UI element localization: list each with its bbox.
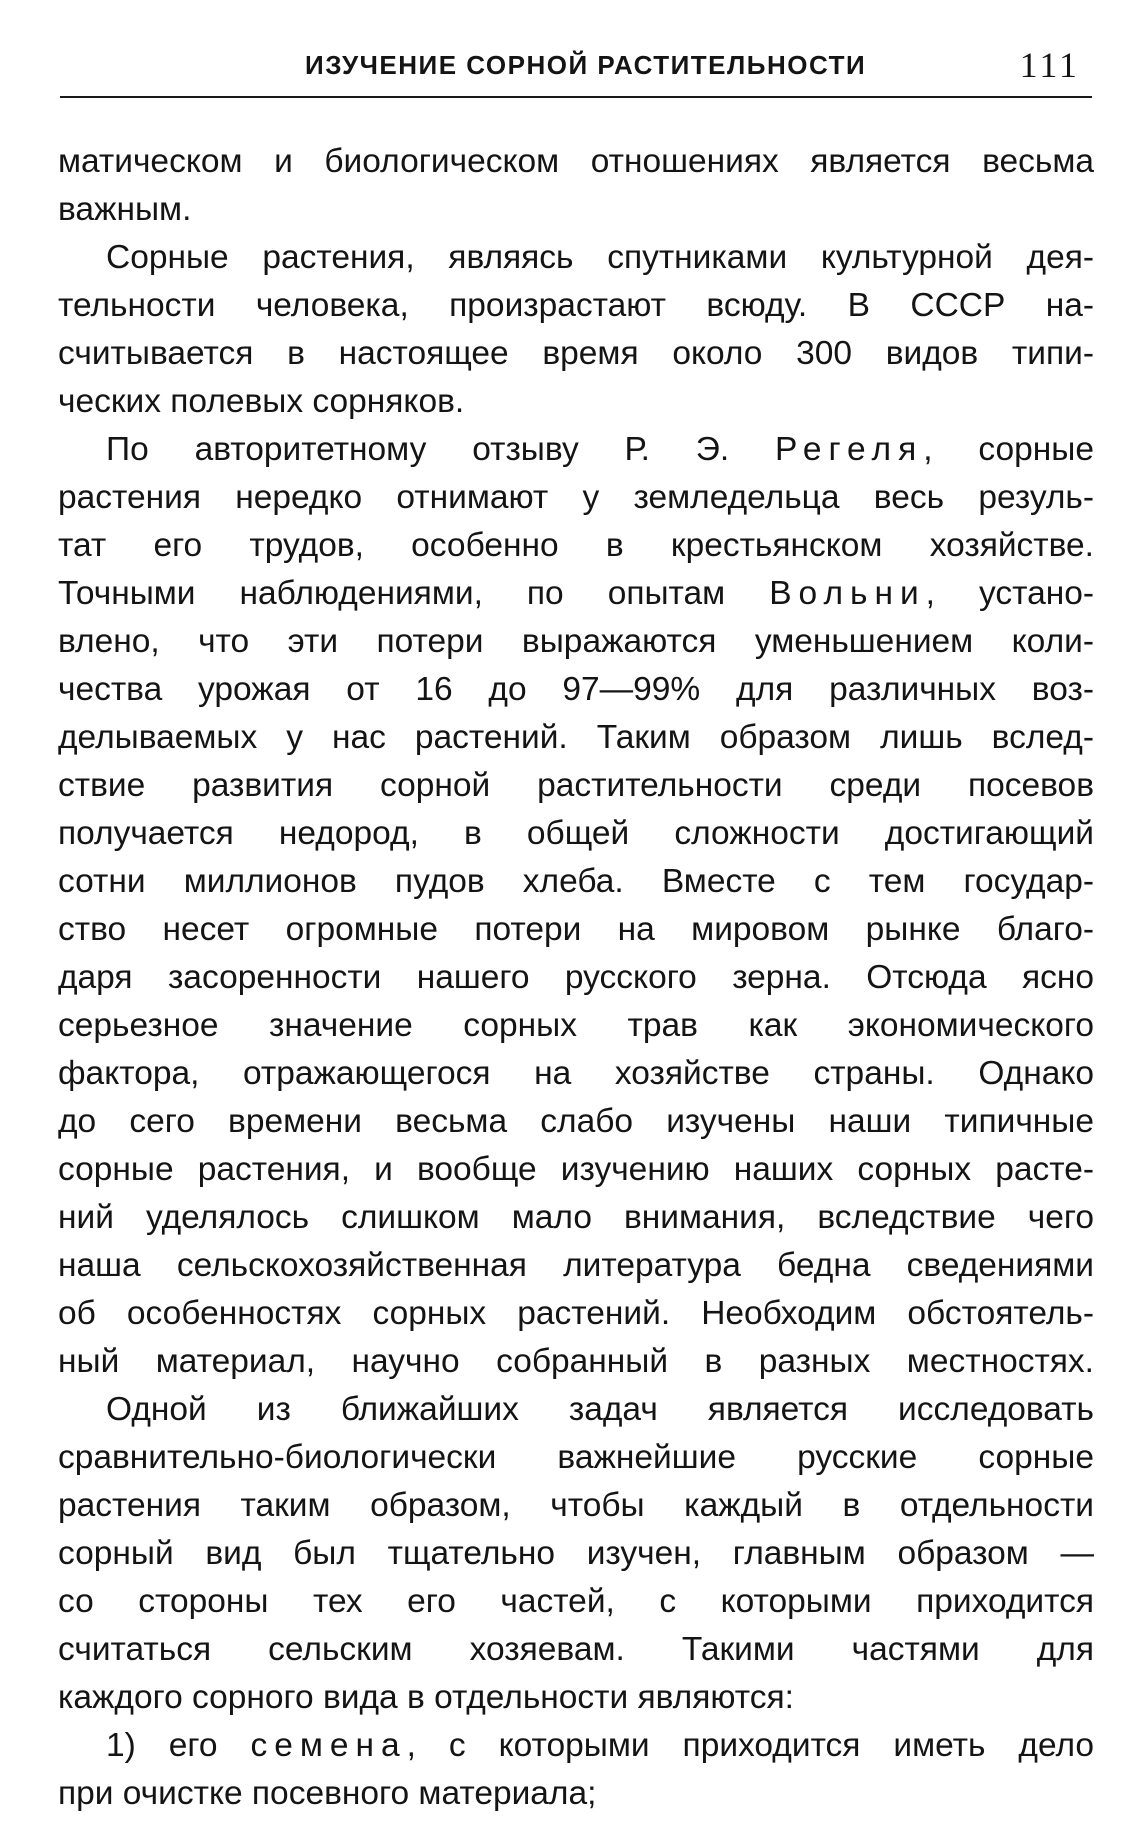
page-number: 111 <box>1019 45 1080 85</box>
text-segment: , с которыми приходится иметь дело <box>406 1727 1095 1764</box>
text-line: тат его трудов, особенно в крестьянском хозяйстве. <box>58 527 1094 564</box>
text-line: каждого сорного вида в отдельности являются: <box>58 1679 794 1716</box>
text-line: растения нередко отнимают у земледельца весь резуль- <box>58 479 1094 516</box>
paragraph-3 <box>58 426 1094 1386</box>
text-line: растения таким образом, чтобы каждый в отдельности <box>58 1487 1094 1524</box>
text-segment: По авторитетному отзыву Р. Э. <box>106 431 730 468</box>
text-line: важным. <box>58 191 192 228</box>
text-line: влено, что эти потери выражаются уменьшением коли- <box>58 623 1094 660</box>
text-line: чества урожая от 16 до 97—99% для различных воз- <box>58 671 1094 708</box>
emphasized-name: Вольни <box>769 575 926 612</box>
text-line: получается недород, в общей сложности достигающий <box>58 815 1094 852</box>
emphasized-term: семена <box>250 1727 407 1764</box>
text-line: ство несет огромные потери на мировом рынке благо- <box>58 911 1094 948</box>
text-segment: Точными наблюдениями, по опытам <box>58 575 726 612</box>
header-rule <box>60 96 1092 98</box>
text-line: до сего времени весьма слабо изучены наши типичные <box>58 1103 1094 1140</box>
text-line: наша сельскохозяйственная литература бедна сведениями <box>58 1247 1094 1284</box>
page-header <box>60 44 1080 94</box>
text-line <box>58 1722 1094 1770</box>
text-line: сорные растения, и вообще изучению наших сорных расте- <box>58 1151 1094 1188</box>
paragraph-2 <box>58 234 1094 426</box>
text-segment: 1) его <box>106 1727 218 1764</box>
text-line: со стороны тех его частей, с которыми приходится <box>58 1583 1094 1620</box>
text-line: сотни миллионов пудов хлеба. Вместе с тем государ- <box>58 863 1094 900</box>
paragraph-5 <box>58 1722 1094 1818</box>
text-line: считаться сельским хозяевам. Такими частями для <box>58 1631 1094 1668</box>
text-line: делываемых у нас растений. Таким образом лишь вслед- <box>58 719 1094 756</box>
text-line: ный материал, научно собранный в разных местностях. <box>58 1343 1094 1380</box>
text-line: Одной из ближайших задач является исследовать <box>106 1391 1094 1428</box>
text-line: ческих полевых сорняков. <box>58 383 465 420</box>
text-line <box>58 570 1094 618</box>
emphasized-name: Регеля <box>775 431 924 468</box>
text-line: тельности человека, произрастают всюду. В СССР на- <box>58 287 1094 324</box>
text-line: Сорные растения, являясь спутниками культурной дея- <box>106 239 1094 276</box>
text-line: фактора, отражающегося на хозяйстве страны. Однако <box>58 1055 1094 1092</box>
paragraph-4 <box>58 1386 1094 1722</box>
text-line: сравнительно-биологически важнейшие русские сорные <box>58 1439 1094 1476</box>
text-segment: , устано- <box>925 575 1094 612</box>
text-line: при очистке посевного материала; <box>58 1775 597 1812</box>
running-title: ИЗУЧЕНИЕ СОРНОЙ РАСТИТЕЛЬНОСТИ <box>305 50 867 80</box>
text-line: ствие развития сорной растительности среди посевов <box>58 767 1094 804</box>
text-segment: , сорные <box>923 431 1094 468</box>
text-line: серьезное значение сорных трав как экономического <box>58 1007 1094 1044</box>
body-text <box>58 138 1094 1818</box>
text-line: матическом и биологическом отношениях является весьма <box>58 143 1094 180</box>
text-line: считывается в настоящее время около 300 видов типи- <box>58 335 1094 372</box>
text-line: ний уделялось слишком мало внимания, вследствие чего <box>58 1199 1094 1236</box>
text-line <box>58 426 1094 474</box>
text-line: об особенностях сорных растений. Необходим обстоятель- <box>58 1295 1094 1332</box>
text-line: даря засоренности нашего русского зерна. Отсюда ясно <box>58 959 1094 996</box>
text-line: сорный вид был тщательно изучен, главным образом — <box>58 1535 1094 1572</box>
paragraph-1 <box>58 138 1094 234</box>
